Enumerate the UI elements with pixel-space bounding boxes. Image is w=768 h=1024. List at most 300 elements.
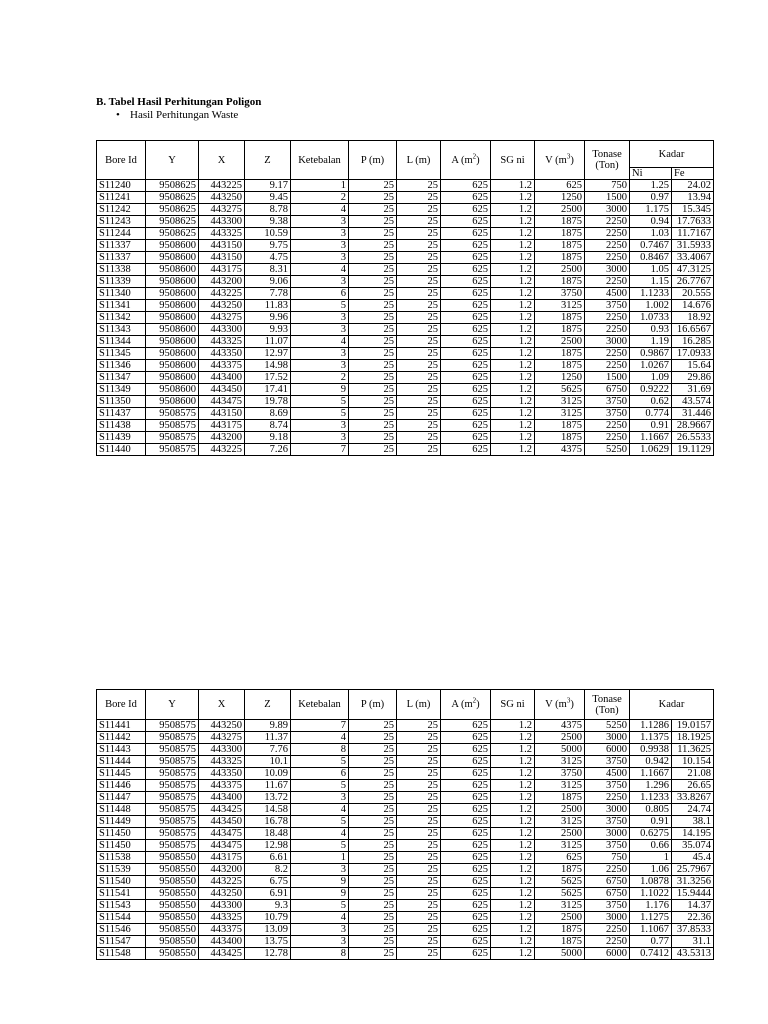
table-cell: 25 — [397, 936, 441, 948]
table-cell: 25 — [349, 768, 397, 780]
table-cell: 25 — [397, 240, 441, 252]
table-cell: 25 — [397, 840, 441, 852]
table-cell: 1.2 — [491, 924, 535, 936]
header-ni: Ni — [630, 168, 672, 180]
table-cell: 9508600 — [146, 264, 199, 276]
table-row — [97, 948, 714, 960]
table-cell: 443325 — [199, 336, 245, 348]
table-cell: 443150 — [199, 252, 245, 264]
table-cell: 1.2 — [491, 768, 535, 780]
table-cell: 25 — [349, 300, 397, 312]
table-cell: 5 — [291, 816, 349, 828]
table-cell: 1.2 — [491, 792, 535, 804]
table-cell: 0.91 — [630, 816, 672, 828]
table-cell: 25 — [397, 264, 441, 276]
table-cell: S11440 — [97, 444, 146, 456]
table-cell: 11.7167 — [672, 228, 714, 240]
table-cell: 1.2 — [491, 444, 535, 456]
table-cell: 10.154 — [672, 756, 714, 768]
table-cell: 3 — [291, 324, 349, 336]
table-cell: 1.25 — [630, 180, 672, 192]
table-cell: 2250 — [585, 864, 630, 876]
table-cell: 2500 — [535, 264, 585, 276]
table-cell: 9508625 — [146, 216, 199, 228]
table-cell: 443375 — [199, 780, 245, 792]
table-cell: 17.7633 — [672, 216, 714, 228]
table-cell: 1.2 — [491, 216, 535, 228]
table-cell: 1500 — [585, 192, 630, 204]
table-cell: 5 — [291, 840, 349, 852]
table-cell: 625 — [441, 216, 491, 228]
table-cell: 25 — [349, 204, 397, 216]
table-cell: 625 — [441, 288, 491, 300]
table-cell: S11444 — [97, 756, 146, 768]
table-cell: 1.2 — [491, 396, 535, 408]
table-row — [97, 420, 714, 432]
table-cell: 1.2 — [491, 780, 535, 792]
table-cell: 1.2 — [491, 264, 535, 276]
table-cell: 16.78 — [245, 816, 291, 828]
table-cell: 1.2 — [491, 888, 535, 900]
table-cell: S11242 — [97, 204, 146, 216]
table-cell: 1.0629 — [630, 444, 672, 456]
table-cell: 3750 — [585, 396, 630, 408]
table-cell: 0.62 — [630, 396, 672, 408]
table-cell: 29.86 — [672, 372, 714, 384]
table-cell: 0.94 — [630, 216, 672, 228]
table-cell: 1.2 — [491, 864, 535, 876]
table-cell: 443200 — [199, 864, 245, 876]
table-cell: 3000 — [585, 828, 630, 840]
table-cell: 5250 — [585, 720, 630, 732]
header-tonase: Tonase (Ton) — [585, 690, 630, 720]
table-cell: 1.2 — [491, 228, 535, 240]
table-cell: 443425 — [199, 948, 245, 960]
table-cell: 625 — [441, 912, 491, 924]
table-cell: 1.1233 — [630, 288, 672, 300]
table-cell: 25 — [397, 336, 441, 348]
table-cell: 15.345 — [672, 204, 714, 216]
table-cell: 25 — [397, 780, 441, 792]
table-cell: 443175 — [199, 420, 245, 432]
table-cell: S11346 — [97, 360, 146, 372]
table-cell: 625 — [441, 900, 491, 912]
table-cell: 21.08 — [672, 768, 714, 780]
table-cell: 5625 — [535, 384, 585, 396]
table-cell: 1.2 — [491, 204, 535, 216]
table-cell: 31.446 — [672, 408, 714, 420]
table-cell: 1875 — [535, 252, 585, 264]
table-cell: 25 — [397, 192, 441, 204]
table-cell: 11.3625 — [672, 744, 714, 756]
table-cell: 2250 — [585, 792, 630, 804]
header-kadar: Kadar — [630, 690, 714, 720]
table-cell: 1.2 — [491, 288, 535, 300]
table-cell: 2500 — [535, 912, 585, 924]
table-row — [97, 936, 714, 948]
table-cell: S11240 — [97, 180, 146, 192]
header-a: A $(m^2)$ — [441, 690, 491, 720]
table-cell: 1.09 — [630, 372, 672, 384]
table-cell: 1.002 — [630, 300, 672, 312]
table-cell: 1.2 — [491, 936, 535, 948]
table-cell: 25 — [397, 828, 441, 840]
table-cell: 625 — [441, 432, 491, 444]
table-cell: 1.175 — [630, 204, 672, 216]
table-cell: 9508575 — [146, 816, 199, 828]
table-cell: 9508575 — [146, 804, 199, 816]
table-row — [97, 348, 714, 360]
table-cell: 0.97 — [630, 192, 672, 204]
table-cell: 4 — [291, 804, 349, 816]
table-cell: 625 — [441, 780, 491, 792]
table-cell: 3125 — [535, 396, 585, 408]
table-cell: 45.4 — [672, 852, 714, 864]
table-cell: 2250 — [585, 348, 630, 360]
table-cell: 25 — [349, 804, 397, 816]
table-cell: 0.7467 — [630, 240, 672, 252]
table-cell: 25 — [349, 252, 397, 264]
table-cell: 0.93 — [630, 324, 672, 336]
table-cell: 1.2 — [491, 828, 535, 840]
table-cell: 443300 — [199, 216, 245, 228]
table-cell: 3000 — [585, 336, 630, 348]
table-cell: 14.676 — [672, 300, 714, 312]
table-cell: 1.2 — [491, 900, 535, 912]
table-cell: 625 — [441, 192, 491, 204]
table-cell: 3125 — [535, 840, 585, 852]
table-cell: S11541 — [97, 888, 146, 900]
table-cell: 1.1275 — [630, 912, 672, 924]
table-cell: 25 — [349, 744, 397, 756]
table-cell: 25 — [397, 804, 441, 816]
table-row — [97, 180, 714, 192]
table-cell: 4 — [291, 336, 349, 348]
table-cell: 2 — [291, 192, 349, 204]
table-row — [97, 216, 714, 228]
table-cell: 9508600 — [146, 252, 199, 264]
table-row — [97, 804, 714, 816]
table-cell: 25 — [397, 216, 441, 228]
table-cell: 31.5933 — [672, 240, 714, 252]
table-cell: 1.2 — [491, 192, 535, 204]
table-cell: 25 — [349, 348, 397, 360]
table-row — [97, 828, 714, 840]
table-cell: 2500 — [535, 732, 585, 744]
table-cell: 25 — [349, 732, 397, 744]
table-cell: 3750 — [585, 840, 630, 852]
table-cell: 4375 — [535, 444, 585, 456]
table-cell: 12.98 — [245, 840, 291, 852]
table-cell: 625 — [441, 936, 491, 948]
table-cell: 26.65 — [672, 780, 714, 792]
table-cell: 35.074 — [672, 840, 714, 852]
table-cell: 25 — [349, 420, 397, 432]
table-cell: 16.285 — [672, 336, 714, 348]
table-cell: 19.1129 — [672, 444, 714, 456]
table-cell: 443175 — [199, 264, 245, 276]
table-row — [97, 816, 714, 828]
table-cell: 25 — [349, 936, 397, 948]
table-cell: 9508600 — [146, 276, 199, 288]
table-cell: 625 — [441, 828, 491, 840]
table-cell: 0.7412 — [630, 948, 672, 960]
table-cell: 1 — [291, 852, 349, 864]
table-cell: 1500 — [585, 372, 630, 384]
table-cell: 9508575 — [146, 720, 199, 732]
table-cell: 26.7767 — [672, 276, 714, 288]
table-cell: 3750 — [585, 816, 630, 828]
table-cell: 1.296 — [630, 780, 672, 792]
table-cell: S11241 — [97, 192, 146, 204]
table-cell: S11244 — [97, 228, 146, 240]
table-cell: 14.37 — [672, 900, 714, 912]
table-cell: 25 — [349, 228, 397, 240]
table-cell: 20.555 — [672, 288, 714, 300]
table-cell: 3 — [291, 252, 349, 264]
table-cell: 25 — [349, 432, 397, 444]
table-cell: 17.52 — [245, 372, 291, 384]
table-cell: 443150 — [199, 408, 245, 420]
table-cell: 9508575 — [146, 840, 199, 852]
table-cell: 25 — [349, 408, 397, 420]
header-y: Y — [146, 690, 199, 720]
table-cell: 9.17 — [245, 180, 291, 192]
table-cell: 1.2 — [491, 720, 535, 732]
table-cell: 0.805 — [630, 804, 672, 816]
table-cell: 1.2 — [491, 408, 535, 420]
table-cell: 25 — [349, 852, 397, 864]
table-cell: 25 — [349, 792, 397, 804]
table-cell: S11543 — [97, 900, 146, 912]
table-cell: 15.9444 — [672, 888, 714, 900]
table-cell: 9508600 — [146, 336, 199, 348]
table-cell: 2250 — [585, 324, 630, 336]
table-cell: 9.45 — [245, 192, 291, 204]
table-cell: 443150 — [199, 240, 245, 252]
table-cell: 25 — [397, 732, 441, 744]
table-cell: 8 — [291, 948, 349, 960]
table-cell: 0.6275 — [630, 828, 672, 840]
table-cell: 2500 — [535, 204, 585, 216]
table-cell: 3 — [291, 924, 349, 936]
table-cell: 1.0267 — [630, 360, 672, 372]
table-cell: 443475 — [199, 840, 245, 852]
table-cell: S11341 — [97, 300, 146, 312]
table-cell: 1.2 — [491, 432, 535, 444]
table-cell: 443400 — [199, 372, 245, 384]
table-cell: 3 — [291, 792, 349, 804]
table-cell: 18.48 — [245, 828, 291, 840]
table-cell: 625 — [441, 324, 491, 336]
table-cell: 443225 — [199, 876, 245, 888]
table-cell: 14.195 — [672, 828, 714, 840]
table-cell: 625 — [441, 744, 491, 756]
table-cell: 25 — [397, 180, 441, 192]
table-cell: 1.2 — [491, 360, 535, 372]
table-cell: 625 — [441, 804, 491, 816]
table-cell: 25 — [349, 180, 397, 192]
table-cell: 2250 — [585, 420, 630, 432]
table-cell: 443225 — [199, 288, 245, 300]
table-cell: 25 — [397, 276, 441, 288]
table-cell: 3750 — [535, 768, 585, 780]
table-cell: 443250 — [199, 300, 245, 312]
table-cell: 25 — [397, 852, 441, 864]
table-cell: 2500 — [535, 804, 585, 816]
table-cell: 1875 — [535, 312, 585, 324]
table-cell: 443275 — [199, 312, 245, 324]
table-row — [97, 924, 714, 936]
table-cell: 25 — [397, 888, 441, 900]
table-row — [97, 912, 714, 924]
table-cell: 11.83 — [245, 300, 291, 312]
table-cell: 443350 — [199, 348, 245, 360]
table-cell: 3000 — [585, 804, 630, 816]
table-cell: 13.75 — [245, 936, 291, 948]
table-cell: 25 — [349, 264, 397, 276]
table-cell: 9508575 — [146, 744, 199, 756]
table-cell: 25 — [397, 768, 441, 780]
table-cell: 47.3125 — [672, 264, 714, 276]
table-cell: 625 — [441, 864, 491, 876]
table-cell: 31.1 — [672, 936, 714, 948]
table-cell: 9508550 — [146, 900, 199, 912]
table-row — [97, 444, 714, 456]
table-cell: 0.91 — [630, 420, 672, 432]
table-cell: 625 — [441, 948, 491, 960]
table-cell: 9.18 — [245, 432, 291, 444]
table-cell: 6000 — [585, 744, 630, 756]
table-cell: 9508600 — [146, 360, 199, 372]
table-cell: 2250 — [585, 924, 630, 936]
table-cell: 25 — [397, 300, 441, 312]
table-cell: 625 — [441, 264, 491, 276]
table-cell: 750 — [585, 852, 630, 864]
table-cell: 43.574 — [672, 396, 714, 408]
table-cell: 25 — [349, 216, 397, 228]
table-cell: 25 — [349, 876, 397, 888]
table-cell: 25 — [397, 228, 441, 240]
table-cell: 25 — [397, 864, 441, 876]
table-cell: 3125 — [535, 780, 585, 792]
table-cell: 4 — [291, 264, 349, 276]
table-cell: S11243 — [97, 216, 146, 228]
table-cell: 17.0933 — [672, 348, 714, 360]
table-cell: 4500 — [585, 768, 630, 780]
table-cell: 12.97 — [245, 348, 291, 360]
table-cell: 625 — [441, 300, 491, 312]
table-cell: 625 — [441, 840, 491, 852]
table-cell: 6.61 — [245, 852, 291, 864]
table-cell: 9508575 — [146, 780, 199, 792]
table-cell: 1875 — [535, 924, 585, 936]
table-cell: 25.7967 — [672, 864, 714, 876]
table-cell: 1.05 — [630, 264, 672, 276]
table-cell: 625 — [441, 876, 491, 888]
table-cell: 8.74 — [245, 420, 291, 432]
table-cell: 625 — [441, 336, 491, 348]
table-cell: 0.77 — [630, 936, 672, 948]
table-cell: 2250 — [585, 228, 630, 240]
table-cell: 25 — [397, 816, 441, 828]
table-cell: 6000 — [585, 948, 630, 960]
table-cell: 11.37 — [245, 732, 291, 744]
table-cell: 1875 — [535, 228, 585, 240]
table-row — [97, 372, 714, 384]
table-cell: 5250 — [585, 444, 630, 456]
table-cell: 25 — [397, 876, 441, 888]
table-cell: 3750 — [535, 288, 585, 300]
table-cell: 8 — [291, 744, 349, 756]
table-cell: 1.2 — [491, 744, 535, 756]
table-cell: 19.0157 — [672, 720, 714, 732]
table-cell: 25 — [397, 396, 441, 408]
table-cell: 625 — [441, 924, 491, 936]
table-cell: 9508600 — [146, 348, 199, 360]
table-cell: 9 — [291, 876, 349, 888]
table-cell: 443325 — [199, 756, 245, 768]
table-row — [97, 264, 714, 276]
table-cell: 1.2 — [491, 384, 535, 396]
table-cell: 1.2 — [491, 276, 535, 288]
table-cell: 1.1067 — [630, 924, 672, 936]
table-row — [97, 384, 714, 396]
table-cell: 625 — [441, 372, 491, 384]
header-p: P (m) — [349, 690, 397, 720]
table-cell: 3 — [291, 360, 349, 372]
table-cell: 4 — [291, 828, 349, 840]
table-cell: 9508600 — [146, 288, 199, 300]
table-cell: 9508575 — [146, 792, 199, 804]
table-row — [97, 276, 714, 288]
table-cell: 25 — [397, 420, 441, 432]
table-cell: 625 — [535, 180, 585, 192]
table-row — [97, 768, 714, 780]
table-cell: 9508550 — [146, 948, 199, 960]
table-cell: 9508625 — [146, 204, 199, 216]
table-cell: 3125 — [535, 300, 585, 312]
header-l: L (m) — [397, 141, 441, 180]
table-cell: 9508600 — [146, 372, 199, 384]
table-cell: 5625 — [535, 888, 585, 900]
table-cell: 4.75 — [245, 252, 291, 264]
table-cell: 8.78 — [245, 204, 291, 216]
table-cell: 9508600 — [146, 300, 199, 312]
table-cell: 0.9222 — [630, 384, 672, 396]
table-cell: 3750 — [585, 900, 630, 912]
table-cell: 13.94 — [672, 192, 714, 204]
table-cell: 3125 — [535, 408, 585, 420]
table-cell: 25 — [349, 372, 397, 384]
table-cell: 4500 — [585, 288, 630, 300]
table-cell: 25 — [397, 348, 441, 360]
table-cell: 1.2 — [491, 804, 535, 816]
table-cell: 0.9938 — [630, 744, 672, 756]
table-cell: 9508600 — [146, 240, 199, 252]
header-l: L (m) — [397, 690, 441, 720]
table-cell: 1.2 — [491, 852, 535, 864]
table-cell: 1875 — [535, 348, 585, 360]
table-cell: S11546 — [97, 924, 146, 936]
table-cell: 3 — [291, 276, 349, 288]
table-cell: 10.79 — [245, 912, 291, 924]
table-cell: 25 — [349, 240, 397, 252]
table-cell: 443225 — [199, 180, 245, 192]
table-row — [97, 324, 714, 336]
table-cell: S11344 — [97, 336, 146, 348]
table-2-body — [97, 720, 714, 960]
